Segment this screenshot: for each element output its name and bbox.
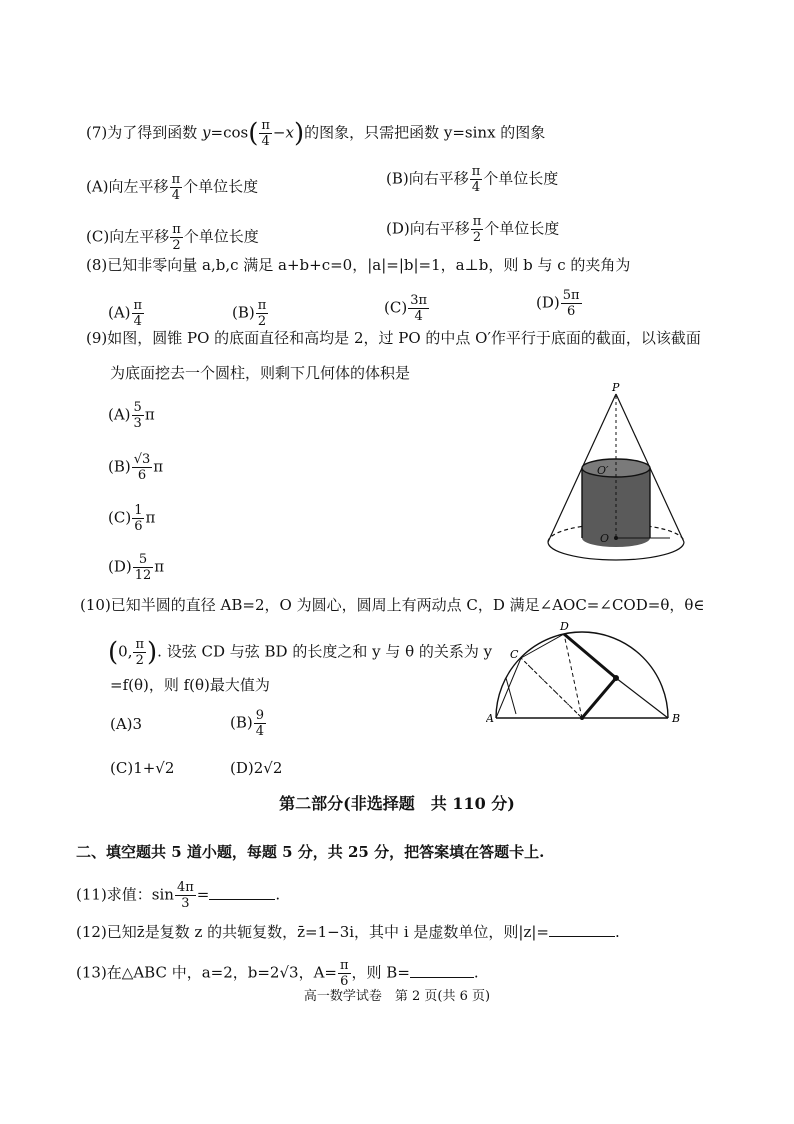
- q7-d-num: π: [472, 214, 482, 229]
- q8-c-frac: [408, 293, 429, 324]
- q11-answer-blank[interactable]: [209, 885, 275, 900]
- q7-d-label: (D): [386, 219, 410, 238]
- q11-frac: [175, 880, 196, 911]
- q12-period: .: [614, 923, 620, 941]
- q8-option-b: [232, 298, 269, 329]
- q7-option-b: [386, 164, 558, 195]
- q7-a-num: π: [171, 172, 181, 187]
- q7-a-post: 个单位长度: [183, 177, 259, 196]
- q9-b-den: 6: [137, 468, 147, 483]
- q9-a-post: π: [144, 405, 155, 424]
- q8-c-den: 4: [414, 309, 423, 324]
- q7-a-den: 4: [171, 188, 180, 203]
- q10-stem-line1: (10)已知半圆的直径 AB=2，O 为圆心，圆周上有两动点 C，D 满足∠AOC=∠COD=θ，θ∈: [80, 596, 705, 614]
- q8-a-den: 4: [133, 314, 142, 329]
- q11-num: 4π: [176, 880, 194, 895]
- q8-stem: (8)已知非零向量 a,b,c 满足 a+b+c=0，|a|=|b|=1，a⊥b，则 b 与 c 的夹角为: [86, 256, 631, 274]
- q7-frac: [259, 118, 272, 149]
- q12-text: (12)已知z̄是复数 z 的共轭复数，z̄=1−3i，其中 i 是虚数单位，则|z|=: [76, 923, 549, 941]
- q7-c-label: (C): [86, 227, 110, 246]
- q7-b-num: π: [471, 164, 481, 179]
- q8-d-frac: [561, 288, 582, 319]
- q8-option-c: [384, 293, 430, 324]
- q10-option-d: [230, 758, 282, 778]
- q7-rparen: ): [293, 118, 305, 149]
- q9-d-den: 12: [134, 568, 152, 583]
- q10-lparen: (: [108, 637, 119, 668]
- q7-option-d: [386, 214, 559, 245]
- q8-c-num: 3π: [410, 293, 428, 308]
- q13-period: .: [473, 963, 479, 982]
- page-footer: 高一数学试卷 第 2 页(共 6 页): [303, 989, 491, 1004]
- q8-d-den: 6: [567, 304, 576, 319]
- q9-cone-figure: [540, 382, 700, 568]
- q8-d-num: 5π: [562, 288, 580, 303]
- label-a: A: [486, 712, 494, 725]
- q8-b-num: π: [257, 298, 267, 313]
- section-two-heading: 二、填空题共 5 道小题，每题 5 分，共 25 分，把答案填在答题卡上.: [76, 843, 545, 861]
- part-two-title: 第二部分(非选择题 共 110 分): [279, 794, 515, 813]
- q13-post: ，则 B=: [351, 963, 410, 982]
- q9-stem-line2: 为底面挖去一个圆柱，则剩下几何体的体积是: [110, 364, 411, 382]
- q7-text-1: 为了得到函数: [107, 123, 203, 142]
- q9-c-num: 1: [134, 503, 143, 518]
- q9-d-num: 5: [133, 552, 154, 568]
- q10-interval-frac: [133, 637, 146, 668]
- q11-pre: (11)求值：sin: [76, 885, 174, 904]
- q12-answer-blank[interactable]: [549, 922, 615, 937]
- aux-tick: [506, 678, 516, 714]
- q7-d-frac: [471, 214, 484, 245]
- point-midpoint: [613, 675, 619, 681]
- q8-d-label: (D): [536, 293, 560, 312]
- q7-frac-den: 4: [261, 134, 270, 149]
- q11-post: =: [196, 885, 210, 904]
- q8-b-label: (B): [232, 303, 255, 322]
- label-o-prime: O′: [597, 464, 609, 477]
- q10-b-frac: [254, 708, 266, 739]
- q9-a-den: 3: [133, 416, 142, 431]
- chord-bd-rest: [616, 678, 668, 718]
- q9-cylinder: [582, 459, 650, 547]
- q7-lparen: (: [248, 118, 259, 149]
- point-o: [614, 536, 618, 540]
- label-d: D: [560, 620, 569, 633]
- q7-c-num: π: [172, 222, 181, 237]
- q10-interval-start: 0,: [118, 642, 133, 661]
- q12-stem: [76, 922, 620, 942]
- radius-oc: [521, 658, 582, 718]
- q7-b-frac: [470, 164, 483, 195]
- q7-c-pre: 向左平移: [109, 227, 170, 246]
- q9-a-num: 5: [133, 400, 142, 415]
- q9-c-label: (C): [108, 508, 132, 527]
- q9-b-frac: [132, 452, 153, 483]
- q10-option-a: [110, 714, 142, 734]
- q9-b-label: (B): [108, 457, 131, 476]
- q7-b-pre: 向右平移: [408, 169, 469, 188]
- q8-c-label: (C): [384, 298, 408, 317]
- q7-stem: [86, 118, 545, 149]
- q8-a-frac: [132, 298, 145, 329]
- perpendicular-line: [582, 678, 616, 718]
- q10-b-num: 9: [255, 708, 265, 723]
- label-o: O: [600, 532, 610, 545]
- q11-den: 3: [181, 896, 190, 911]
- q10-d-value: 2√2: [253, 759, 283, 777]
- q9-d-post: π: [154, 557, 165, 576]
- label-b: B: [672, 712, 681, 725]
- q13-pre: (13)在△ABC 中，a=2，b=2√3，A=: [76, 963, 337, 982]
- q9-c-frac: [132, 503, 144, 534]
- q7-a-pre: 向左平移: [108, 177, 169, 196]
- q7-option-a: [86, 172, 258, 203]
- q8-b-den: 2: [257, 314, 267, 329]
- q7-option-c: [86, 222, 259, 253]
- q10-stem-line2: [108, 637, 492, 668]
- q8-b-frac: [256, 298, 269, 329]
- q9-d-label: (D): [108, 557, 132, 576]
- q10-d-label: (D): [230, 759, 254, 777]
- q9-c-den: 6: [134, 519, 143, 534]
- q9-d-frac: [133, 552, 154, 583]
- q8-option-d: [536, 288, 583, 319]
- q7-c-frac: [170, 222, 183, 253]
- q7-number: (7): [86, 123, 108, 142]
- q7-b-den: 4: [471, 180, 481, 195]
- q8-a-num: π: [133, 298, 143, 313]
- label-c: C: [510, 648, 519, 661]
- q10-option-b: [230, 708, 267, 739]
- q7-y: y: [202, 123, 211, 142]
- q9-stem-line1: (9)如图，圆锥 PO 的底面直径和高均是 2，过 PO 的中点 O′作平行于底面的截面，以该截面: [86, 329, 701, 347]
- q10-c-label: (C): [110, 759, 134, 777]
- q8-option-a: [108, 298, 145, 329]
- q13-frac: [338, 958, 351, 989]
- q7-a-label: (A): [86, 177, 109, 196]
- q13-answer-blank[interactable]: [410, 963, 474, 978]
- q9-a-label: (A): [108, 405, 131, 424]
- q9-option-d: [108, 552, 164, 583]
- q10-b-den: 4: [255, 724, 265, 739]
- q10-interval-num: π: [135, 637, 145, 652]
- q13-stem: [76, 958, 479, 989]
- chord-bd-part: [564, 634, 616, 678]
- q10-c-value: 1+√2: [133, 759, 175, 777]
- q7-c-post: 个单位长度: [183, 227, 259, 246]
- q7-d-pre: 向右平移: [409, 219, 470, 238]
- q7-text-2: 的图象，只需把函数 y=sinx 的图象: [304, 123, 546, 142]
- q7-d-post: 个单位长度: [484, 219, 560, 238]
- q11-stem: [76, 880, 280, 911]
- q7-b-label: (B): [386, 169, 409, 188]
- q10-b-label: (B): [230, 713, 253, 732]
- q9-option-a: [108, 400, 155, 431]
- q10-stem-line2-text: . 设弦 CD 与弦 BD 的长度之和 y 与 θ 的关系为 y: [157, 642, 493, 661]
- cylinder-body: [582, 468, 650, 538]
- q7-frac-num: π: [261, 118, 270, 133]
- q10-stem-line3: =f(θ)，则 f(θ)最大值为: [110, 676, 270, 694]
- q8-a-label: (A): [108, 303, 131, 322]
- q9-b-post: π: [153, 457, 164, 476]
- q7-cos: =cos: [210, 123, 249, 142]
- q9-option-c: [108, 503, 155, 534]
- q9-b-num: √3: [133, 452, 151, 467]
- q7-a-frac: [170, 172, 183, 203]
- point-center: [580, 716, 584, 720]
- q11-period: .: [275, 885, 281, 904]
- label-p: P: [612, 382, 620, 394]
- q9-c-post: π: [145, 508, 156, 527]
- q7-minus-x: −x: [272, 123, 294, 142]
- q10-a-label: (A): [110, 715, 133, 733]
- q7-d-den: 2: [472, 230, 482, 245]
- q10-a-value: 3: [132, 715, 143, 733]
- semicircle-arc: [496, 632, 668, 718]
- q13-num: π: [339, 958, 349, 973]
- q10-rparen: ): [147, 637, 158, 668]
- chord-cd: [521, 634, 564, 658]
- q7-c-den: 2: [172, 238, 181, 253]
- q7-b-post: 个单位长度: [483, 169, 559, 188]
- q13-den: 6: [340, 974, 349, 989]
- q10-interval-den: 2: [135, 653, 144, 668]
- q9-a-frac: [132, 400, 144, 431]
- q10-semicircle-figure: [486, 618, 692, 728]
- q10-option-c: [110, 758, 174, 778]
- q9-option-b: [108, 452, 163, 483]
